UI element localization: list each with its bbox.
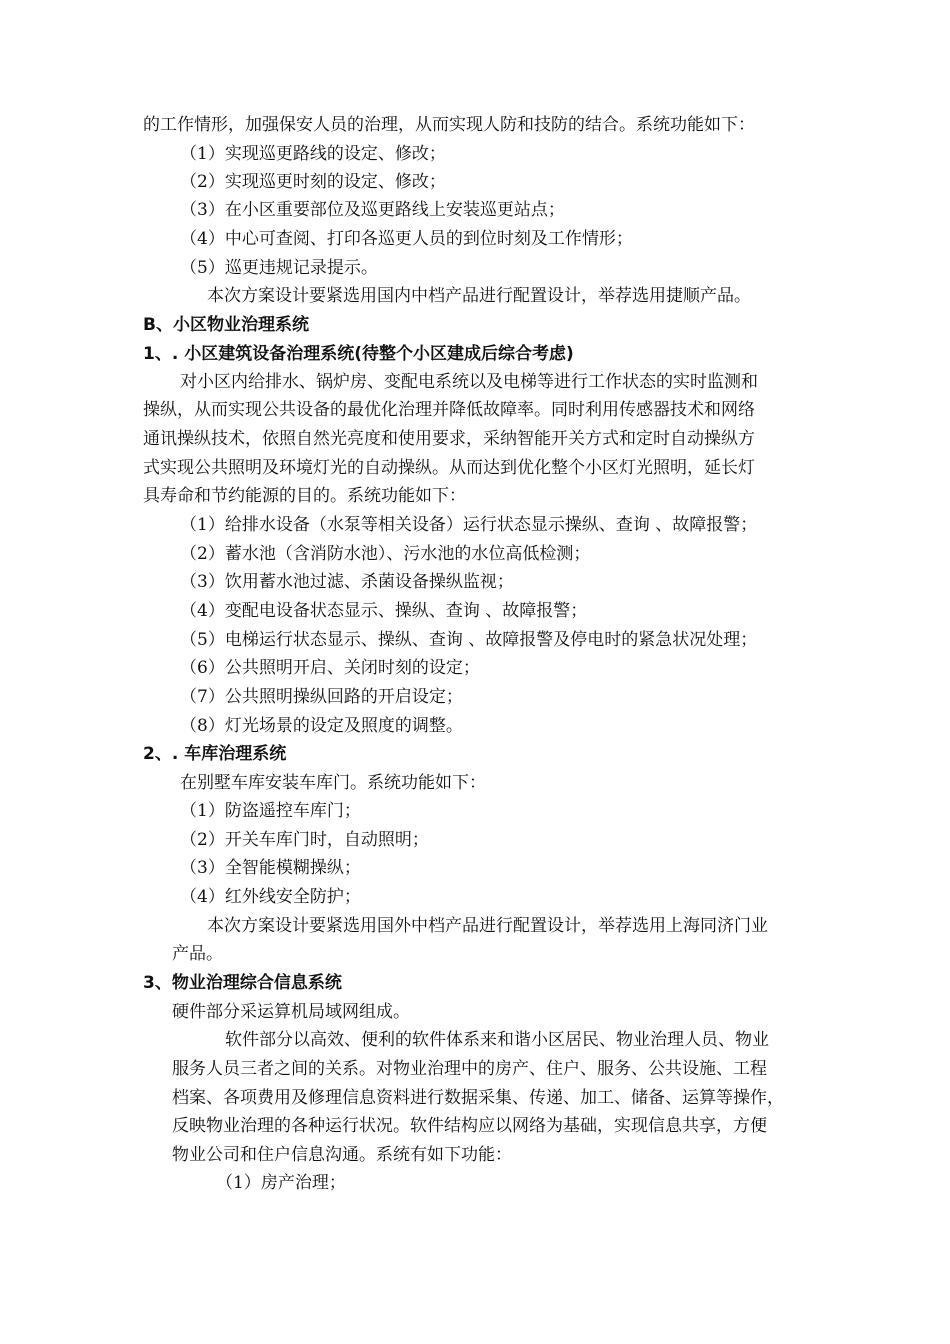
list-item: （2）蓄水池（含消防水池）、污水池的水位高低检测；: [180, 544, 591, 564]
subsection-heading: 1、. 小区建筑设备治理系统(待整个小区建成后综合考虑): [143, 344, 574, 364]
paragraph-line: 反映物业治理的各种运行状况。软件结构应以网络为基础，实现信息共享，方便: [172, 1116, 767, 1136]
subsection-heading: 3、物业治理综合信息系统: [143, 973, 342, 993]
section-heading: B、小区物业治理系统: [143, 315, 309, 335]
paragraph-line: 具寿命和节约能源的目的。系统功能如下：: [143, 486, 466, 506]
paragraph-line: 档案、各项费用及修理信息资料进行数据采集、传递、加工、储备、运算等操作，: [172, 1088, 784, 1108]
paragraph-line: 操纵，从而实现公共设备的最优化治理并降低故障率。同时利用传感器技术和网络: [143, 400, 755, 420]
list-item: （2）实现巡更时刻的设定、修改；: [180, 172, 446, 192]
list-item: （6）公共照明开启、关闭时刻的设定；: [180, 658, 480, 678]
paragraph-line: 对小区内给排水、锅炉房、变配电系统以及电梯等进行工作状态的实时监测和: [180, 372, 758, 392]
list-item: （5）巡更违规记录提示。: [180, 258, 378, 278]
list-item: （1）房产治理；: [216, 1173, 346, 1193]
paragraph-line: 软件部分以高效、便利的软件体系来和谐小区居民、物业治理人员、物业: [225, 1030, 769, 1050]
list-item: （1）给排水设备（水泵等相关设备）运行状态显示操纵、查询 、故障报警；: [180, 515, 758, 535]
paragraph-line: 式实现公共照明及环境灯光的自动操纵。从而达到优化整个小区灯光照明，延长灯: [143, 458, 755, 478]
list-item: （5）电梯运行状态显示、操纵、查询 、故障报警及停电时的紧急状况处理；: [180, 630, 758, 650]
subsection-heading: 2、. 车库治理系统: [143, 744, 287, 764]
paragraph-line: 硬件部分采运算机局域网组成。: [172, 1002, 410, 1022]
list-item: （1）实现巡更路线的设定、修改；: [180, 144, 446, 164]
paragraph-line: 在别墅车库安装车库门。系统功能如下：: [180, 773, 486, 793]
paragraph-line: 的工作情形，加强保安人员的治理，从而实现人防和技防的结合。系统功能如下：: [143, 115, 755, 135]
list-item: （7）公共照明操纵回路的开启设定；: [180, 687, 463, 707]
list-item: （3）全智能模糊操纵；: [180, 858, 361, 878]
list-item: （3）饮用蓄水池过滤、杀菌设备操纵监视；: [180, 572, 514, 592]
list-item: （4）中心可查阅、打印各巡更人员的到位时刻及工作情形；: [180, 229, 633, 249]
list-item: （1）防盗遥控车库门；: [180, 801, 361, 821]
paragraph-line: 产品。: [172, 944, 223, 964]
list-item: （2）开关车库门时，自动照明；: [180, 830, 429, 850]
paragraph-line: 物业公司和住户信息沟通。系统有如下功能：: [172, 1145, 512, 1165]
paragraph-line: 本次方案设计要紧选用国内中档产品进行配置设计，举荐选用捷顺产品。: [207, 286, 751, 306]
paragraph-line: 本次方案设计要紧选用国外中档产品进行配置设计，举荐选用上海同济门业: [207, 916, 768, 936]
paragraph-line: 服务人员三者之间的关系。对物业治理中的房产、住户、服务、公共设施、工程: [172, 1059, 767, 1079]
list-item: （8）灯光场景的设定及照度的调整。: [180, 716, 463, 736]
list-item: （4）红外线安全防护；: [180, 887, 361, 907]
list-item: （4）变配电设备状态显示、操纵、查询 、故障报警；: [180, 601, 588, 621]
list-item: （3）在小区重要部位及巡更路线上安装巡更站点；: [180, 200, 565, 220]
paragraph-line: 通讯操纵技术，依照自然光亮度和使用要求，采纳智能开关方式和定时自动操纵方: [143, 429, 755, 449]
